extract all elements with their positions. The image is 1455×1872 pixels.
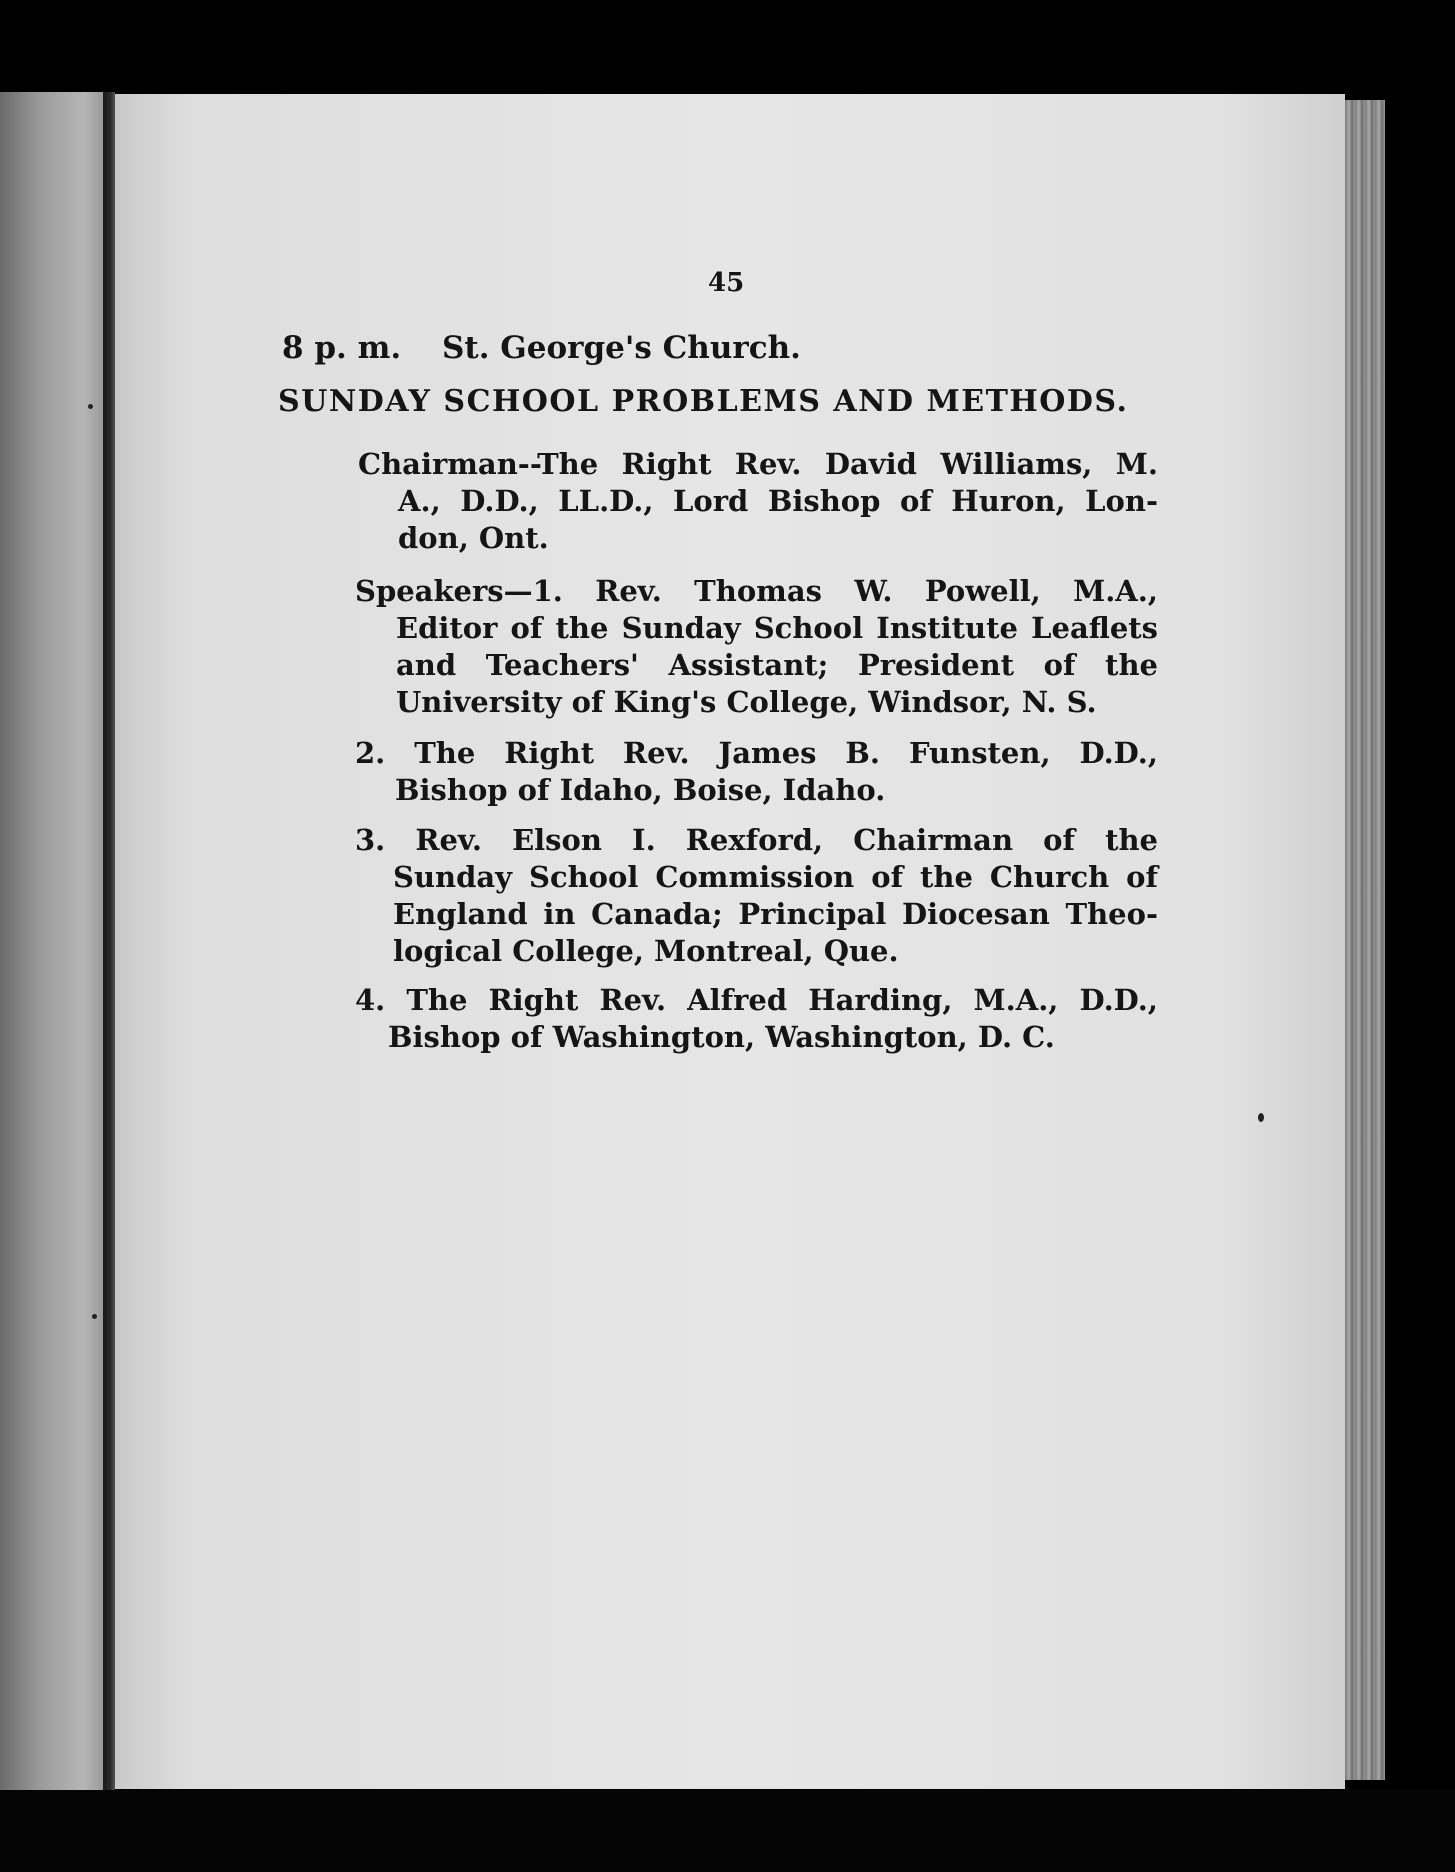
speaker-entry-2	[355, 735, 1158, 772]
chairman-line: don, Ont.	[398, 521, 549, 555]
event-venue: St. George's Church.	[442, 330, 801, 366]
event-time: 8 p. m.	[282, 330, 402, 366]
page-number: 45	[708, 268, 745, 298]
speaker-line: Sunday School Commission of the Church of	[393, 860, 1158, 894]
facing-page	[0, 92, 112, 1792]
chairman-entry	[358, 446, 1158, 483]
chairman-line: A., D.D., LL.D., Lord Bishop of Huron, Lon-	[398, 484, 1158, 518]
speaker-line: logical College, Montreal, Que.	[393, 934, 899, 968]
chairman-line: Chairman--The Right Rev. David Williams, M.	[358, 447, 1158, 481]
speaker-line: Editor of the Sunday School Institute Leaflets	[396, 611, 1158, 645]
speaker-entry-3	[355, 822, 1158, 859]
section-heading: SUNDAY SCHOOL PROBLEMS AND METHODS.	[278, 384, 1129, 419]
scan-speck	[1258, 1113, 1264, 1122]
speaker-entry-4-cont	[388, 1019, 1158, 1056]
speaker-entry-4	[355, 982, 1158, 1019]
scan-border	[0, 1790, 1455, 1872]
speaker-line: and Teachers' Assistant; President of the	[396, 648, 1158, 682]
speaker-line: England in Canada; Principal Diocesan Theo-	[393, 897, 1158, 931]
book-gutter	[103, 92, 115, 1792]
page-edges	[1345, 100, 1385, 1780]
speaker-entry-1	[355, 573, 1158, 610]
speaker-line: University of King's College, Windsor, N. S.	[396, 685, 1097, 719]
speaker-line: 4. The Right Rev. Alfred Harding, M.A., D.D.,	[355, 983, 1158, 1017]
speaker-line: 3. Rev. Elson I. Rexford, Chairman of the	[355, 823, 1158, 857]
speaker-entry-3-cont	[393, 859, 1158, 970]
scan-speck	[88, 404, 93, 409]
speaker-line: Bishop of Washington, Washington, D. C.	[388, 1020, 1055, 1054]
speaker-entry-2-cont	[395, 772, 1158, 809]
speaker-line: 2. The Right Rev. James B. Funsten, D.D.,	[355, 736, 1158, 770]
chairman-entry-cont	[398, 483, 1158, 557]
scan-speck	[92, 1314, 97, 1319]
speaker-entry-1-cont	[396, 610, 1158, 721]
speaker-line: Speakers—1. Rev. Thomas W. Powell, M.A.,	[355, 574, 1158, 608]
speaker-line: Bishop of Idaho, Boise, Idaho.	[395, 773, 886, 807]
